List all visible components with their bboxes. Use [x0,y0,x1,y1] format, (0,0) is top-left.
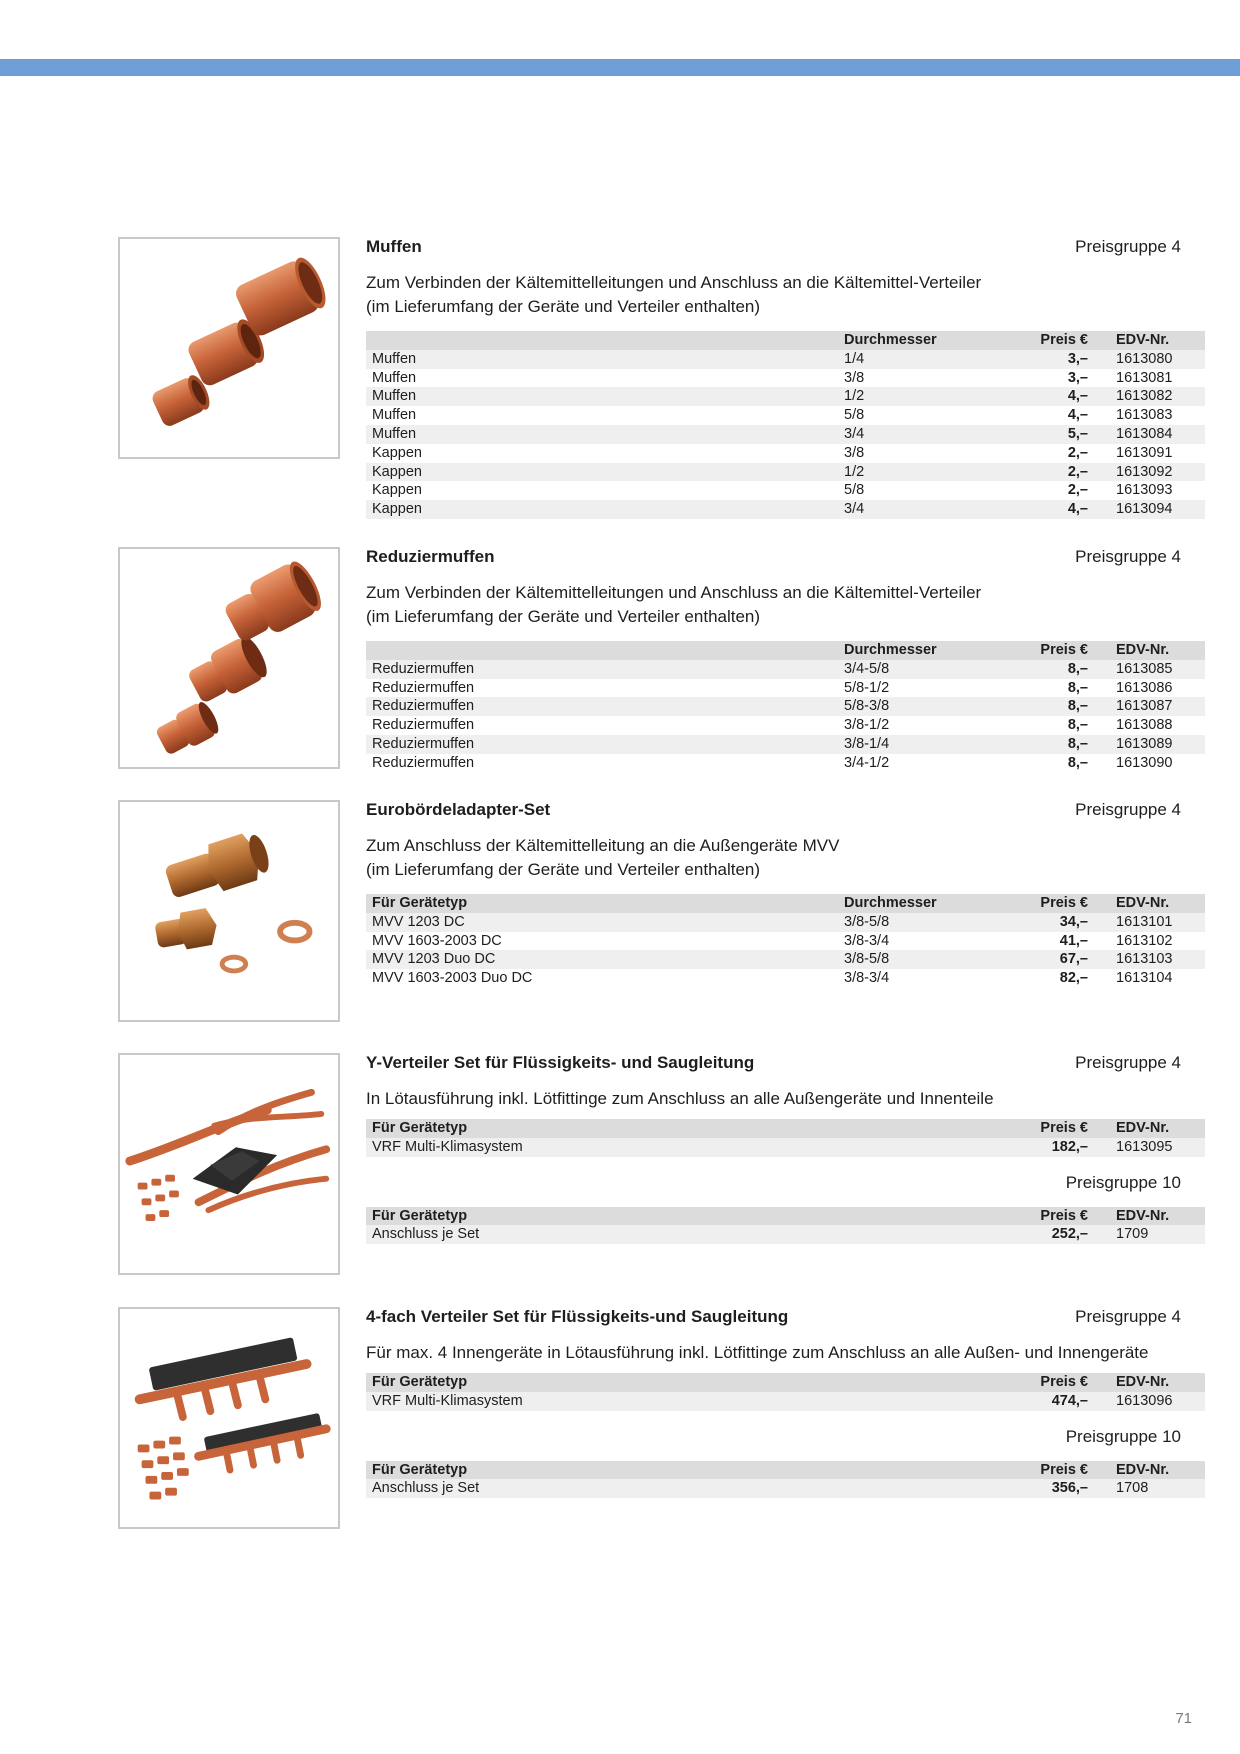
table-cell: Reduziermuffen [372,660,475,677]
product-photo [118,1053,340,1275]
table-cell: 2,– [1067,463,1088,480]
sub-price-group: Preisgruppe 10 [1065,1172,1181,1192]
table-cell: 5,– [1067,425,1088,442]
table-cell: Reduziermuffen [372,717,475,734]
table-cell: 1709 [1116,1226,1149,1243]
price-table [366,1373,1205,1411]
table-cell: 1613094 [1116,501,1173,518]
table-cell: MVV 1603-2003 Duo DC [372,970,533,987]
table-cell: Muffen [372,388,417,405]
column-header: Preis € [1040,1207,1088,1224]
table-cell: 3/4-5/8 [844,660,890,677]
table-cell: 1/4 [844,350,865,367]
description-line: Zum Verbinden der Kältemittelleitungen und Anschluss an die Kältemittel-Verteiler [366,583,982,602]
table-cell: 5/8-1/2 [844,679,890,696]
section-title: Y-Verteiler Set für Flüssigkeits- und Saugleitung [366,1053,755,1072]
column-header: Preis € [1040,1120,1088,1136]
header-accent-bar [0,59,1240,76]
column-header: EDV-Nr. [1116,895,1170,911]
table-cell: 8,– [1067,754,1088,771]
table-cell: Kappen [372,482,422,499]
product-photo [118,1307,340,1529]
column-header [366,641,838,660]
table-row [366,641,1205,660]
product-image [120,802,338,1020]
table-cell: 356,– [1051,1480,1088,1497]
table-cell: 8,– [1067,698,1088,715]
price-table-sub [366,1207,1205,1245]
table-cell: 3/8 [844,369,865,386]
table-row [366,1392,1205,1411]
table-cell: 1613088 [1116,717,1173,734]
table-row [366,369,1205,388]
price-table [366,894,1205,988]
table-row [366,387,1205,406]
column-header [838,1119,1000,1138]
table-cell: 1613082 [1116,388,1173,405]
table-cell: 474,– [1051,1392,1088,1409]
product-photo [118,800,340,1022]
table-cell: Muffen [372,407,417,424]
section-description [366,1087,1181,1111]
table-cell: 252,– [1051,1226,1088,1243]
column-header: EDV-Nr. [1116,1120,1170,1136]
sub-price-group: Preisgruppe 10 [1065,1426,1181,1446]
table-row [366,913,1205,932]
table-row [366,1373,1205,1392]
column-header: Preis € [1040,1461,1088,1478]
table-cell: 1613085 [1116,660,1173,677]
price-group: Preisgruppe 4 [1075,547,1181,566]
table-row [366,500,1205,519]
column-header: Preis € [1040,332,1088,348]
table-row [366,1207,1205,1226]
description-line: (im Lieferumfang der Geräte und Verteiler enthalten) [366,607,761,626]
product-photo [118,547,340,769]
section-title: Eurobördeladapter-Set [366,800,551,819]
section-description [366,1341,1181,1365]
section-description [366,834,1181,882]
product-image [120,1055,338,1273]
price-group: Preisgruppe 4 [1075,1053,1181,1072]
price-group: Preisgruppe 4 [1075,1307,1181,1326]
table-cell: 5/8 [844,407,865,424]
table-row [366,969,1205,988]
table-cell: 8,– [1067,717,1088,734]
table-cell: 2,– [1067,482,1088,499]
description-line: In Lötausführung inkl. Lötfittinge zum Anschluss an alle Außengeräte und Innenteile [366,1089,994,1108]
table-cell: 1/2 [844,463,865,480]
price-table-sub [366,1461,1205,1499]
table-row [366,481,1205,500]
table-row [366,735,1205,754]
table-cell: 1613084 [1116,425,1173,442]
table-cell: 182,– [1051,1138,1088,1155]
table-row [366,679,1205,698]
table-cell: 3/8-1/4 [844,735,890,752]
table-cell: Muffen [372,425,417,442]
table-cell: 3/8-3/4 [844,970,890,987]
table-cell: 3/8-1/2 [844,717,890,734]
table-row [366,1461,1205,1480]
table-row [366,932,1205,951]
product-image [120,239,338,457]
column-header: Preis € [1040,895,1088,911]
table-cell: 1613089 [1116,735,1173,752]
table-cell [838,1392,1000,1411]
section-description [366,271,1181,319]
table-cell: 3/8-5/8 [844,951,890,968]
table-cell: 1613096 [1116,1392,1173,1409]
column-header: Durchmesser [844,642,937,658]
table-cell [838,1479,1000,1498]
table-cell: MVV 1603-2003 DC [372,932,502,949]
column-header [838,1461,1000,1480]
table-row [366,425,1205,444]
column-header [838,1207,1000,1226]
column-header: EDV-Nr. [1116,1461,1170,1478]
table-cell: 5/8-3/8 [844,698,890,715]
table-cell: 1613101 [1116,913,1173,930]
table-row [366,463,1205,482]
price-table [366,641,1205,773]
table-cell: Anschluss je Set [372,1226,480,1243]
price-table [366,331,1205,519]
table-cell: 3/4 [844,501,865,518]
table-row [366,754,1205,773]
column-header: Preis € [1040,642,1088,658]
table-row [366,950,1205,969]
table-cell: 1613090 [1116,754,1173,771]
column-header: EDV-Nr. [1116,1207,1170,1224]
table-row [366,331,1205,350]
table-cell: 3,– [1067,350,1088,367]
table-cell: 1/2 [844,388,865,405]
table-cell: Reduziermuffen [372,735,475,752]
table-cell: 1613087 [1116,698,1173,715]
table-cell: 1613102 [1116,932,1173,949]
table-cell: 1613093 [1116,482,1173,499]
description-line: Für max. 4 Innengeräte in Lötausführung inkl. Lötfittinge zum Anschluss an alle Außen- und Innengeräte [366,1343,1149,1362]
page-number: 71 [1175,1710,1192,1727]
table-cell: 4,– [1067,501,1088,518]
table-row [366,697,1205,716]
table-row [366,1225,1205,1244]
table-cell: 1708 [1116,1480,1149,1497]
column-header: EDV-Nr. [1116,642,1170,658]
section-title: Reduziermuffen [366,547,495,566]
table-cell: 1613095 [1116,1138,1173,1155]
table-cell [838,1225,1000,1244]
table-cell: 34,– [1059,913,1088,930]
table-cell: 1613081 [1116,369,1173,386]
price-group: Preisgruppe 4 [1075,800,1181,819]
table-cell: 3/8 [844,444,865,461]
table-cell: 67,– [1059,951,1088,968]
column-header: EDV-Nr. [1116,332,1170,348]
table-cell: Kappen [372,501,422,518]
table-cell: VRF Multi-Klimasystem [372,1138,523,1155]
description-line: (im Lieferumfang der Geräte und Verteiler enthalten) [366,860,761,879]
column-header [838,1373,1000,1392]
table-cell: 8,– [1067,679,1088,696]
column-header: Für Gerätetyp [372,1207,468,1224]
column-header: Für Gerätetyp [372,1461,468,1478]
table-cell: 3,– [1067,369,1088,386]
table-cell: Muffen [372,369,417,386]
table-row [366,1479,1205,1498]
table-row [366,894,1205,913]
table-cell: Reduziermuffen [372,754,475,771]
table-cell: 41,– [1059,932,1088,949]
description-line: Zum Anschluss der Kältemittelleitung an die Außengeräte MVV [366,836,840,855]
table-cell: Kappen [372,444,422,461]
column-header: Für Gerätetyp [372,895,468,911]
column-header: Durchmesser [844,895,937,911]
price-table [366,1119,1205,1157]
column-header: Durchmesser [844,332,937,348]
table-cell: 1613103 [1116,951,1173,968]
table-cell [838,1138,1000,1157]
table-cell: Kappen [372,463,422,480]
table-cell: 1613080 [1116,350,1173,367]
table-cell: Muffen [372,350,417,367]
column-header: Für Gerätetyp [372,1374,468,1390]
table-cell: VRF Multi-Klimasystem [372,1392,523,1409]
table-cell: Reduziermuffen [372,698,475,715]
table-cell: 1613091 [1116,444,1173,461]
column-header: EDV-Nr. [1116,1374,1170,1390]
column-header [366,331,838,350]
table-row [366,406,1205,425]
table-cell: 2,– [1067,444,1088,461]
column-header: Für Gerätetyp [372,1120,468,1136]
description-line: Zum Verbinden der Kältemittelleitungen und Anschluss an die Kältemittel-Verteiler [366,273,982,292]
table-row [366,1138,1205,1157]
table-cell: 1613104 [1116,970,1173,987]
price-group: Preisgruppe 4 [1075,237,1181,256]
table-cell: MVV 1203 DC [372,913,465,930]
table-cell: 1613086 [1116,679,1173,696]
table-cell: 3/8-3/4 [844,932,890,949]
table-row [366,1119,1205,1138]
table-cell: 8,– [1067,660,1088,677]
section-title: Muffen [366,237,422,256]
table-row [366,350,1205,369]
table-cell: 4,– [1067,407,1088,424]
product-image [120,549,338,767]
table-cell: 5/8 [844,482,865,499]
table-row [366,444,1205,463]
product-image [120,1309,338,1527]
description-line: (im Lieferumfang der Geräte und Verteiler enthalten) [366,297,761,316]
table-cell: 3/8-5/8 [844,913,890,930]
table-cell: 3/4 [844,425,865,442]
table-cell: 3/4-1/2 [844,754,890,771]
table-row [366,660,1205,679]
table-cell: 1613092 [1116,463,1173,480]
table-cell: MVV 1203 Duo DC [372,951,496,968]
table-cell: Anschluss je Set [372,1480,480,1497]
product-photo [118,237,340,459]
table-cell: 4,– [1067,388,1088,405]
table-cell: 82,– [1059,970,1088,987]
table-cell: 8,– [1067,735,1088,752]
column-header: Preis € [1040,1374,1088,1390]
table-cell: Reduziermuffen [372,679,475,696]
section-title: 4-fach Verteiler Set für Flüssigkeits-und Saugleitung [366,1307,789,1326]
table-row [366,716,1205,735]
table-cell: 1613083 [1116,407,1173,424]
section-description [366,581,1181,629]
